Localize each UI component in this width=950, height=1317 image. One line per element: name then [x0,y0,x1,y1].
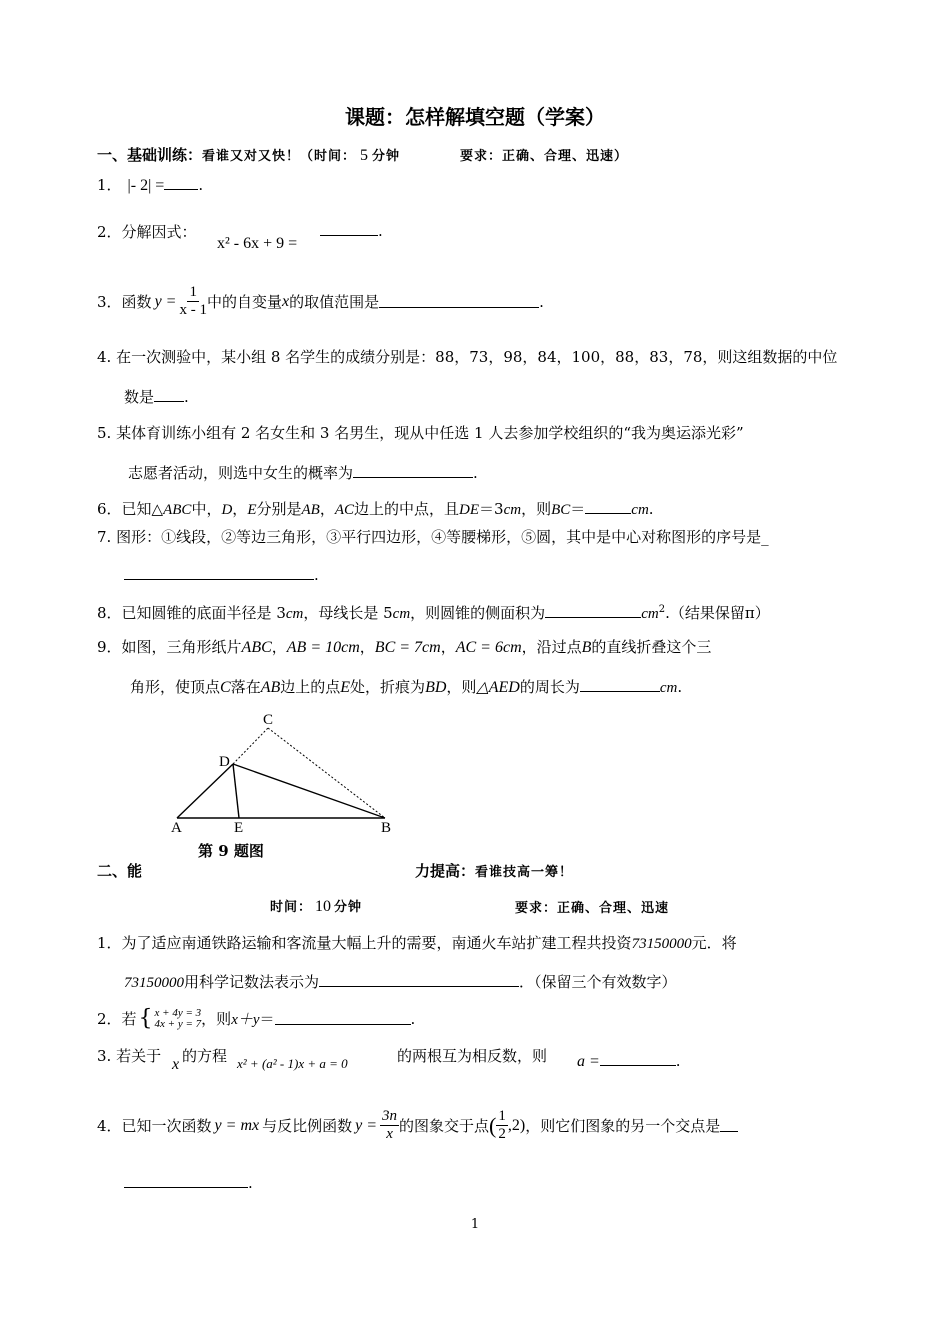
q8-answer-blank [545,605,641,618]
q3-fraction-numerator: 1 [189,284,197,300]
s2q2-x-plus-y: x＋y [231,1012,260,1028]
question-5-line-1: 5. 某体育训练小组有 2 名女生和 3 名男生，现从中任选 1 人去参加学校组织的“我为奥运添光彩” [97,424,744,442]
question-3 [97,284,544,319]
s2-question-1-line-2 [124,971,677,992]
q6-triangle-abc: ABC [163,502,192,518]
q3-variable-x: x [281,292,290,310]
page-number: 1 [470,1217,480,1232]
q2-expression-line [217,235,297,253]
s2q3-answer [577,1052,681,1071]
section1-motto: 看谁又对又快！（时间： [202,149,357,164]
s2q1-text-a: 1．为了适应南通铁路运输和客流量大幅上升的需要，南通火车站扩建工程共投资 [97,934,632,952]
q9-text-a: 9．如图，三角形纸片 [97,638,242,656]
q6-text-b: 中， [191,500,222,518]
question-8 [97,602,770,623]
s2q4-point-denominator: 2 [498,1126,506,1142]
q8-superscript: 2 [658,604,666,615]
q6-point-e: E [247,502,257,518]
s2q2-equation-1: x + 4y = 3 [154,1006,202,1019]
q9-line2-d: 处，折痕为 [350,678,426,696]
question-4-line-2 [124,386,189,407]
q9-length-ab: AB = 10cm [286,639,360,656]
label-a: A [171,820,182,836]
label-b: B [381,820,392,836]
section1-time-value: 5 [360,147,369,164]
s2q4-answer-blank [124,1175,248,1188]
s2q2-system [155,1008,202,1030]
q7-period: . [314,566,319,584]
brace-icon: { [138,1006,153,1031]
s2q3-text-a: 的方程 [182,1047,228,1065]
s2-question-3 [97,1045,161,1066]
question-9-line-2 [130,676,682,697]
s2q4-point-fraction [496,1108,508,1143]
section2-time-value: 10 [315,898,332,915]
q9-text-e: ，沿过点 [521,638,582,656]
q9-line2-a: 角形，使顶点 [130,678,221,696]
s2q3-number: 3. 若关于 [97,1047,162,1065]
q3-fraction [179,284,207,319]
s2-question-2 [97,1006,415,1031]
q9-line2-c: 边上的点 [280,678,341,696]
q6-answer-blank [585,501,631,514]
q6-text-j: ，则 [521,500,552,518]
label-e: E [234,820,244,836]
q4-answer-blank [154,389,184,402]
q6-text-g: ， [319,500,335,518]
q3-period: . [539,292,544,311]
s2q3-text-b: 的两根互为相反数，则 [397,1047,548,1065]
q3-post-text: 的取值范围是 [289,293,380,311]
q6-text-c: ， [232,500,248,518]
s2q2-equation-2: 4x + y = 7 [154,1017,202,1030]
q1-answer-blank [164,179,198,190]
s2q4-period: . [248,1174,253,1192]
q8-unit-3: cm [641,606,659,622]
q9-period: . [677,678,683,696]
q3-answer-blank [379,295,539,308]
q9-triangle-abc: ABC [241,639,272,656]
q6-unit-2: cm [631,502,649,518]
q8-text-b: ，母线长是 5 [303,604,393,622]
q4-period: . [184,388,189,406]
q4-line2-text: 数是 [124,388,155,406]
q8-text-d: .（结果保留π） [665,604,770,622]
q6-text-h: 边上的中点，且 [354,500,460,518]
label-c: C [263,712,274,728]
s2q3-variable-x: x [172,1056,180,1073]
q6-text-a: 6．已知△ [97,500,164,518]
q7-answer-blank [124,567,314,580]
s2q4-text-c: ，则它们图象的另一个交点是 [525,1117,721,1135]
section1-heading: 一、基础训练： [97,146,203,164]
q1-period: . [198,176,204,194]
s2q1-answer-blank [319,974,519,987]
question-7-line-2 [124,566,319,584]
s2q4-point-rest: ,2) [507,1116,526,1134]
section2-time-unit: 分钟 [334,900,363,915]
q9-text-d: ， [440,638,456,656]
s2q2-period: . [410,1009,416,1028]
question-5-line-2 [128,462,478,483]
q9-segment-bd: BD [425,679,447,696]
q2-period: . [378,222,383,240]
q6-unit-1: cm [503,502,522,518]
s2q4-inverse-numerator: 3n [382,1108,398,1124]
s2q1-line2-text: 用科学记数法表示为 [184,973,320,991]
q6-segment-ab: AB [301,502,320,518]
q9-length-bc: BC = 7cm [374,639,441,656]
q2-expression: x² - 6x + 9 = [217,235,298,252]
s2q4-answer-blank-start [720,1119,738,1132]
q6-segment-bc: BC [551,502,571,518]
question-1 [97,174,203,195]
q9-text-f: 的直线折叠这个三 [591,638,712,656]
s2q4-text-b: 的图象交于点 [399,1117,490,1135]
q9-point-e: E [340,679,351,696]
triangle-figure [165,708,405,838]
q2-number: 2． [97,223,122,241]
s2q3-equation: x² + (a² - 1)x + a = 0 [237,1056,348,1071]
q8-unit-1: cm [285,606,304,622]
s2q4-inverse-denominator: x [386,1126,393,1142]
q6-segment-ac: AC [334,502,355,518]
q9-text-b: ， [271,638,287,656]
q9-triangle-aed: △AED [476,679,520,696]
q5-period: . [473,464,478,482]
question-6 [97,498,654,519]
segment-de [233,764,239,818]
figure-caption: 第 9 题图 [198,842,264,860]
s2q2-equals: ＝ [259,1010,275,1028]
s2q3-a-equals: a = [577,1053,600,1070]
label-d: D [219,754,230,770]
q6-segment-de: DE [459,502,480,518]
q6-period: . [648,500,654,518]
question-2 [97,221,197,242]
s2q1-text-b: 元．将 [691,934,737,952]
section2-requirement: 要求：正确、合理、迅速 [515,901,670,916]
s2q2-answer-blank [275,1012,411,1025]
q9-length-ac: AC = 6cm [455,639,522,656]
segment-cb-dashed [268,728,385,818]
s2q3-answer-blank [600,1053,676,1066]
question-9-line-1 [97,636,711,657]
section1-header [97,144,628,165]
q1-number: 1． [97,176,122,194]
section2-time [270,896,362,916]
s2q4-number: 4．已知一次函数 [97,1117,212,1135]
q9-point-b: B [581,639,592,656]
segment-dc-dashed [233,728,268,764]
q9-line2-b: 落在 [230,678,261,696]
q2-text: 分解因式： [121,223,197,241]
q8-unit-2: cm [392,606,411,622]
s2-question-4 [97,1108,738,1143]
section2-heading-b: 力提高： [415,862,476,880]
q3-fraction-denominator: x - 1 [179,302,207,318]
q9-unit: cm [659,680,678,696]
page-title: 课题：怎样解填空题（学案） [345,105,605,129]
s2-question-1-line-1 [97,932,737,953]
s2q2-mid-text: ，则 [201,1010,232,1028]
q9-point-c: C [220,679,231,696]
s2q4-inverse-y: y = [355,1116,378,1134]
question-7-line-1: 7. 图形：①线段，②等边三角形，③平行四边形，④等腰梯形，⑤圆，其中是中心对称图形的序号是_ [97,528,769,546]
section2-motto: 看谁技高一筹！ [475,865,574,880]
q5-line2-text: 志愿者活动，则选中女生的概率为 [128,464,354,482]
s2q2-number: 2．若 [97,1010,137,1028]
q3-number: 3． [97,293,122,311]
section1-time-unit: 分钟 [372,149,401,164]
q2-answer [320,222,383,240]
q1-expression: |- 2| = [127,177,165,194]
q9-line2-f: 的周长为 [519,678,580,696]
q3-middle-text: 中的自变量 [206,293,282,311]
section2-heading-a: 二、能 [97,862,143,880]
segment-ad [177,764,233,818]
s2q4-inverse-fraction [380,1108,399,1143]
s2q4-point-numerator: 1 [498,1108,506,1124]
question-4-line-1: 4. 在一次测验中，某小组 8 名学生的成绩分别是：88，73，98，84，100，88，83，78，则这组数据的中位 [97,348,838,366]
q9-segment-ab: AB [260,679,281,696]
q6-text-f: 分别是 [256,500,302,518]
s2q4-linear-function: y = mx [214,1116,260,1134]
q5-answer-blank [353,465,473,478]
section2-header [415,860,573,881]
q3-prefix: 函数 [121,293,152,311]
q6-text-k: ＝ [570,500,586,518]
section2-time-label: 时间： [270,900,313,915]
section1-requirement: 要求：正确、合理、迅速） [460,149,629,164]
s2q3-period: . [675,1052,681,1070]
q6-point-d: D [221,502,233,518]
q8-text-c: ，则圆锥的侧面积为 [410,604,546,622]
q8-text-a: 8．已知圆锥的底面半径是 3 [97,604,286,622]
s2q4-text-a: 与反比例函数 [262,1117,353,1135]
segment-db [233,764,385,818]
q9-answer-blank [580,679,660,692]
s2q1-amount: 73150000 [631,936,692,952]
s2q4-open-paren: ( [489,1112,497,1138]
q2-answer-blank [320,223,378,236]
q3-function-y: y = [154,292,177,310]
s2q4-line-2 [124,1174,253,1192]
s2q1-note: ．（保留三个有效数字） [519,973,677,991]
q9-line2-e: ，则 [446,678,477,696]
q9-text-c: ， [359,638,375,656]
q6-text-i: ＝3 [479,500,504,518]
s2q1-amount-2: 73150000 [124,975,184,991]
